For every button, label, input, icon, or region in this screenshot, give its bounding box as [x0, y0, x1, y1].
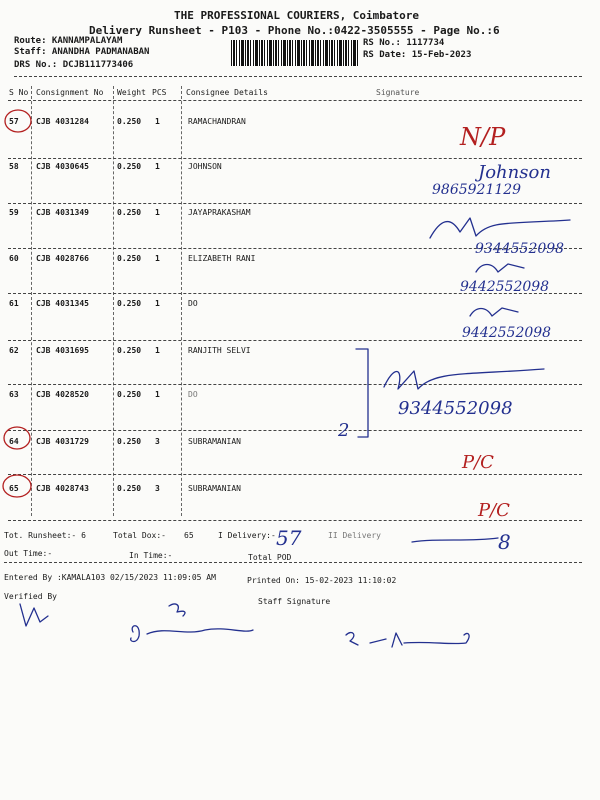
divider [8, 100, 582, 101]
bracket-count: 2 [338, 420, 350, 441]
total-pod: Total POD [248, 553, 292, 562]
row-consignment: CJB 4030645 [36, 162, 89, 171]
row-pcs: 1 [155, 162, 160, 171]
row-consignment: CJB 4028766 [36, 254, 89, 263]
pc-mark-2: P/C [478, 500, 510, 521]
entered-by: Entered By :KAMALA103 02/15/2023 11:09:05 AM [4, 573, 216, 582]
staff-signature-1 [125, 600, 265, 650]
row-sno: 64 [9, 437, 19, 446]
verified-by-label: Verified By [4, 592, 57, 601]
row-consignee: JOHNSON [188, 162, 222, 171]
row-pcs: 3 [155, 484, 160, 493]
row-consignment: CJB 4031349 [36, 208, 89, 217]
row-sno: 57 [9, 117, 19, 126]
route-label: Route: KANNAMPALAYAM [14, 36, 123, 46]
row-pcs: 1 [155, 346, 160, 355]
total-dox-value: 65 [184, 531, 194, 540]
row-consignee: SUBRAMANIAN [188, 484, 241, 493]
row-sno: 60 [9, 254, 19, 263]
total-dox-label: Total Dox:- [113, 531, 166, 540]
row-consignee: RANJITH SELVI [188, 346, 251, 355]
row-sno: 65 [9, 484, 19, 493]
pc-mark-1: P/C [462, 452, 494, 473]
column-guide [181, 86, 182, 516]
col-signature: Signature [376, 88, 420, 97]
phone-60: 9442552098 [460, 279, 550, 295]
row-pcs: 1 [155, 254, 160, 263]
divider [4, 562, 582, 563]
phone-62: 9344552098 [398, 398, 513, 419]
row-pcs: 1 [155, 390, 160, 399]
row-consignment: CJB 4031345 [36, 299, 89, 308]
divider [14, 76, 582, 77]
row-pcs: 1 [155, 299, 160, 308]
ii-delivery-label: II Delivery [328, 531, 381, 540]
row-consignee: DO [188, 390, 198, 399]
phone-58: 9865921129 [432, 182, 522, 198]
verified-signature [14, 598, 54, 632]
row-weight: 0.250 [117, 484, 142, 493]
phone-61: 9442552098 [462, 325, 552, 341]
row-weight: 0.250 [117, 390, 142, 399]
ii-delivery-stroke [408, 532, 508, 548]
row-consignee: JAYAPRAKASHAM [188, 208, 251, 217]
row-sno: 61 [9, 299, 19, 308]
row-weight: 0.250 [117, 117, 142, 126]
row-consignment: CJB 4031695 [36, 346, 89, 355]
company-name: THE PROFESSIONAL COURIERS, Coimbatore [174, 9, 420, 22]
staff-signature-label: Staff Signature [258, 597, 331, 606]
staff-label: Staff: ANANDHA PADMANABAN [14, 47, 150, 57]
row-consignee: SUBRAMANIAN [188, 437, 241, 446]
row-pcs: 1 [155, 208, 160, 217]
row-consignment: CJB 4028520 [36, 390, 89, 399]
signature-johnson: Johnson [478, 162, 551, 183]
col-pcs: PCS [152, 88, 167, 97]
i-delivery-count: 57 [276, 526, 302, 550]
row-weight: 0.250 [117, 162, 142, 171]
row-weight: 0.250 [117, 437, 142, 446]
np-mark: N/P [460, 123, 506, 151]
row-divider [8, 158, 582, 159]
bracket-signature [354, 345, 554, 445]
out-time: Out Time:- [4, 549, 53, 558]
rs-date: RS Date: 15-Feb-2023 [363, 50, 472, 60]
i-delivery-label: I Delivery:- [218, 531, 276, 540]
rs-number: RS No.: 1117734 [363, 38, 445, 48]
row-weight: 0.250 [117, 208, 142, 217]
staff-signature-2 [340, 625, 480, 655]
col-consignment: Consignment No [36, 88, 104, 97]
row-sno: 59 [9, 208, 19, 217]
phone-59: 9344552098 [475, 241, 565, 257]
barcode [231, 40, 359, 66]
col-sno: S No [9, 88, 29, 97]
in-time: In Time:- [129, 551, 173, 560]
col-consignee: Consignee Details [186, 88, 268, 97]
runsheet-title: Delivery Runsheet - P103 - Phone No.:0422-3505555 - Page No.:6 [89, 24, 500, 37]
row-sno: 63 [9, 390, 19, 399]
ii-delivery-count: 8 [498, 530, 511, 554]
col-weight: Weight [117, 88, 146, 97]
row-weight: 0.250 [117, 299, 142, 308]
row-sno: 62 [9, 346, 19, 355]
tot-runsheet: Tot. Runsheet:- 6 [4, 531, 86, 540]
row-weight: 0.250 [117, 346, 142, 355]
row-divider [8, 203, 582, 204]
row-consignment: CJB 4028743 [36, 484, 89, 493]
row-consignee: DO [188, 299, 198, 308]
row-consignment: CJB 4031284 [36, 117, 89, 126]
signature-61 [466, 302, 526, 322]
row-pcs: 1 [155, 117, 160, 126]
printed-on: Printed On: 15-02-2023 11:10:02 [247, 576, 397, 585]
drs-number: DRS No.: DCJB111773406 [14, 60, 134, 70]
row-consignment: CJB 4031729 [36, 437, 89, 446]
column-guide [113, 86, 114, 516]
row-divider [8, 474, 582, 475]
row-consignee: RAMACHANDRAN [188, 117, 246, 126]
row-weight: 0.250 [117, 254, 142, 263]
row-pcs: 3 [155, 437, 160, 446]
row-consignee: ELIZABETH RANI [188, 254, 256, 263]
row-sno: 58 [9, 162, 19, 171]
signature-60 [472, 258, 532, 278]
sno-circle-marks [0, 100, 40, 500]
